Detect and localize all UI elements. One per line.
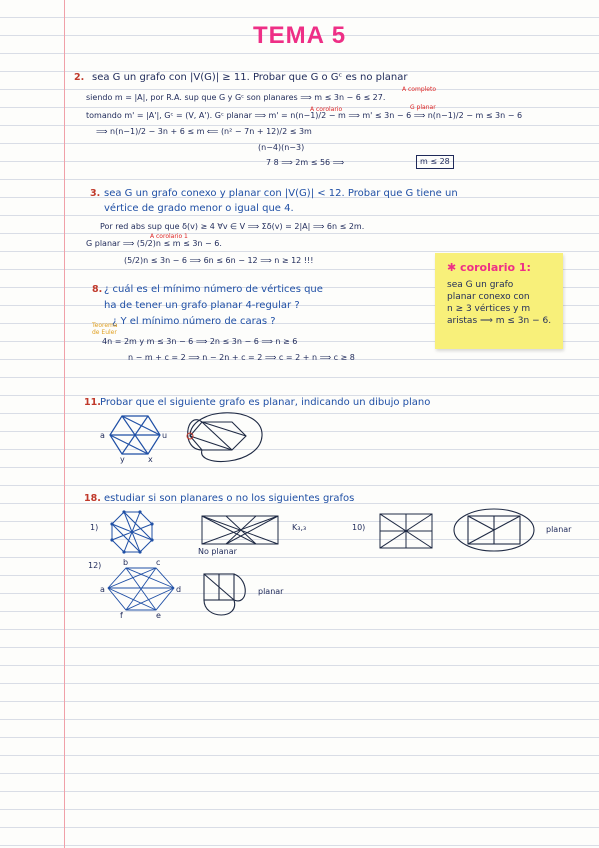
corolario-line: planar conexo con [447,292,530,302]
ex8-line1: 4n = 2m y m ≤ 3n − 6 ⟹ 2n ≤ 3n − 6 ⟹ n ≥ 6 [102,337,298,346]
ex11-graph-planar-drawing [176,410,276,466]
ex18-graph10-original [376,510,436,552]
ex18-graph12-planar-drawing [194,566,250,616]
ex18-graph1-k33-drawing [196,512,286,548]
corolario-body [447,279,551,327]
ex2-note-c: G planar [410,104,436,111]
svg-text:a: a [100,585,105,594]
page-title: TEMA 5 [252,22,347,49]
ex11-statement: Probar que el siguiente grafo es planar, indicando un dibujo plano [100,397,431,408]
svg-text:f: f [120,611,123,620]
svg-text:e: e [156,611,161,620]
ex2-line2: tomando m' = |A'|, Gᶜ = (V, A'). Gᶜ planar ⟹ m' = n(n−1)/2 − m ⟹ m' ≤ 3n − 6 ⟹ n(n−1)/2 − m ≤ 3n − 6 [86,111,523,120]
svg-text:u: u [162,431,168,440]
ex2-line3: ⟹ n(n−1)/2 − 3n + 6 ≤ m ⟸ (n² − 7n + 12)/2 ≤ 3m [96,127,312,136]
ex3-line1: Por red abs sup que δ(v) ≥ 4 ∀v ∈ V ⟹ Σδ(v) = 2|A| ⟹ 6n ≤ 2m. [100,222,365,231]
ex8-note: Teorema de Euler [92,322,118,336]
svg-text:b: b [123,558,129,567]
ex2-statement: sea G un grafo con |V(G)| ≥ 11. Probar que G o Gᶜ es no planar [92,72,408,83]
ex8-number: 8. [92,284,103,295]
corolario-heading: ✱ corolario 1: [447,261,531,274]
ex18-graph10-planar-drawing [452,506,542,554]
ex3-number: 3. [90,188,101,199]
ex8-statement: ¿ cuál es el mínimo número de vértices que [104,284,323,295]
ex18-planar-a: planar [546,525,572,534]
ex18-label-1: 1) [90,523,99,532]
ex3-line3: (5/2)n ≤ 3n − 6 ⟹ 6n ≤ 6n − 12 ⟹ n ≥ 12 !!! [124,256,314,265]
svg-text:d: d [176,585,182,594]
ex18-no-planar: No planar [198,547,237,556]
ex3-statement2: vértice de grado menor o igual que 4. [104,203,294,214]
ex3-line2: G planar ⟹ (5/2)n ≤ m ≤ 3n − 6. [86,239,222,248]
ex2-line1: siendo m = |A|, por R.A. sup que G y Gᶜ son planares ⟹ m ≤ 3n − 6 ≤ 27. [86,93,386,102]
ex18-label-12: 12) [88,561,102,570]
ex8-line2: n − m + c = 2 ⟹ n − 2n + c = 2 ⟹ c = 2 + n ⟹ c ≥ 8 [128,353,355,362]
svg-text:c: c [156,558,161,567]
ex18-graph12-original [100,558,182,620]
corolario-line: n ≥ 3 vértices y m [447,304,531,314]
ex3-statement: sea G un grafo conexo y planar con |V(G)| < 12. Probar que G tiene un [104,188,458,199]
ex2-line5: 7 8 ⟹ 2m ≤ 56 ⟹ [266,158,345,167]
ex8-statement3: ¿ Y el mínimo número de caras ? [112,316,276,327]
svg-text:a: a [100,431,105,440]
svg-text:x: x [148,455,153,464]
ex18-label-10: 10) [352,523,366,532]
ex18-k33-label: K₃,₃ [292,523,307,532]
svg-text:y: y [120,455,125,464]
corolario-sticky-note [435,253,563,349]
ex2-number: 2. [74,72,85,83]
ex18-number: 18. [84,493,101,504]
ex18-statement: estudiar si son planares o no los siguientes grafos [104,493,355,504]
corolario-line: aristas ⟹ m ≤ 3n − 6. [447,316,552,326]
corolario-line: sea G un grafo [447,280,514,290]
margin-line [64,0,65,848]
ex2-note-b: A corolario [310,106,343,113]
ex11-graph-original [100,410,180,464]
ex2-note-a: A completo [402,86,437,93]
ex18-graph1-octagon [104,508,160,558]
ex2-result: m ≤ 28 [416,155,454,169]
ex18-planar-b: planar [258,587,284,596]
ex3-note: A corolario 1 [150,233,188,240]
ex2-line4: (n−4)(n−3) [258,143,305,152]
ex8-statement2: ha de tener un grafo planar 4-regular ? [104,300,300,311]
ex11-number: 11. [84,397,101,408]
